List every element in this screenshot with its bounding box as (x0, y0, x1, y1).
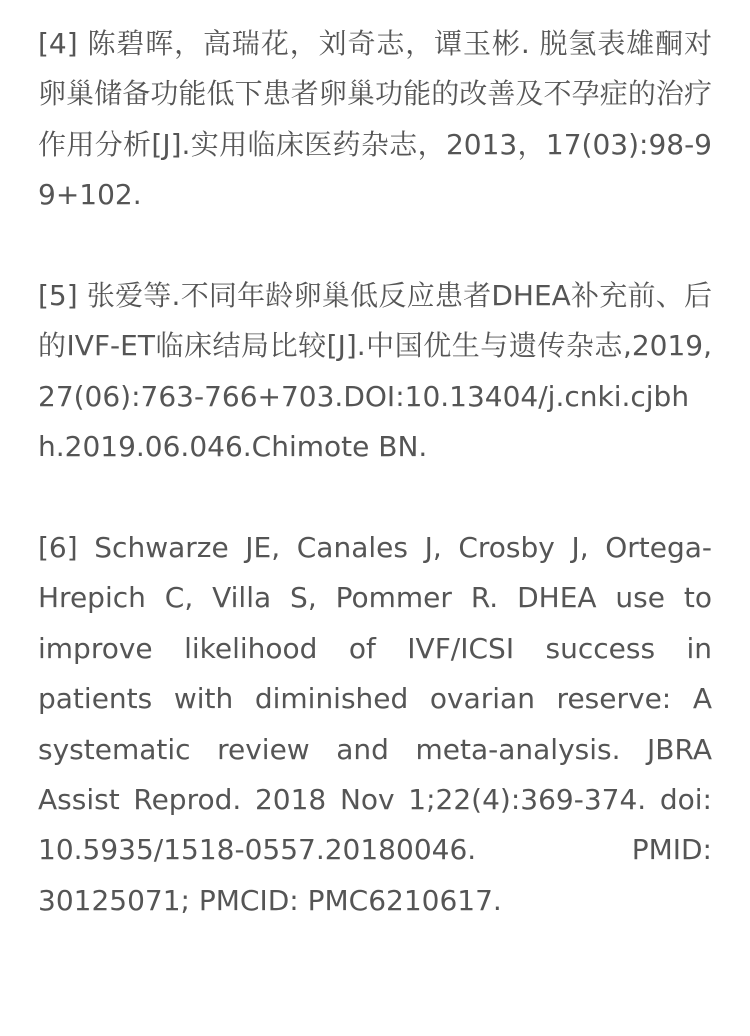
reference-item-5 (38, 271, 712, 473)
reference-text: 张爱等.不同年龄卵巢低反应患者DHEA补充前、后的IVF-ET临床结局比较[J].中国优生与遗传杂志,2019,27(06):763-766+703.DOI:10.13404/j.cnki.cjbhh.2019.06.046.Chimote BN. (38, 279, 712, 464)
reference-item-4 (38, 19, 712, 221)
reference-marker: [4] (38, 27, 78, 60)
reference-text: 陈碧晖，高瑞花，刘奇志，谭玉彬. 脱氢表雄酮对卵巢储备功能低下患者卵巢功能的改善及不孕症的治疗作用分析[J].实用临床医药杂志，2013，17(03):98-99+102. (38, 27, 712, 212)
reference-list (38, 19, 712, 926)
reference-marker: [6] (38, 531, 78, 565)
reference-marker: [5] (38, 279, 78, 313)
reference-text: Schwarze JE, Canales J, Crosby J, Ortega-Hrepich C, Villa S, Pommer R. DHEA use to improve likelihood of IVF/ICSI success in patients with diminished ovarian reserve: A systematic review and meta-analysis. JBRA Assist Reprod. 2018 Nov 1;22(4):369-374. doi: 10.5935/1518-0557.20180046. PMID: 30125071; PMCID: PMC6210617. (38, 531, 712, 917)
reference-item-6 (38, 523, 712, 926)
